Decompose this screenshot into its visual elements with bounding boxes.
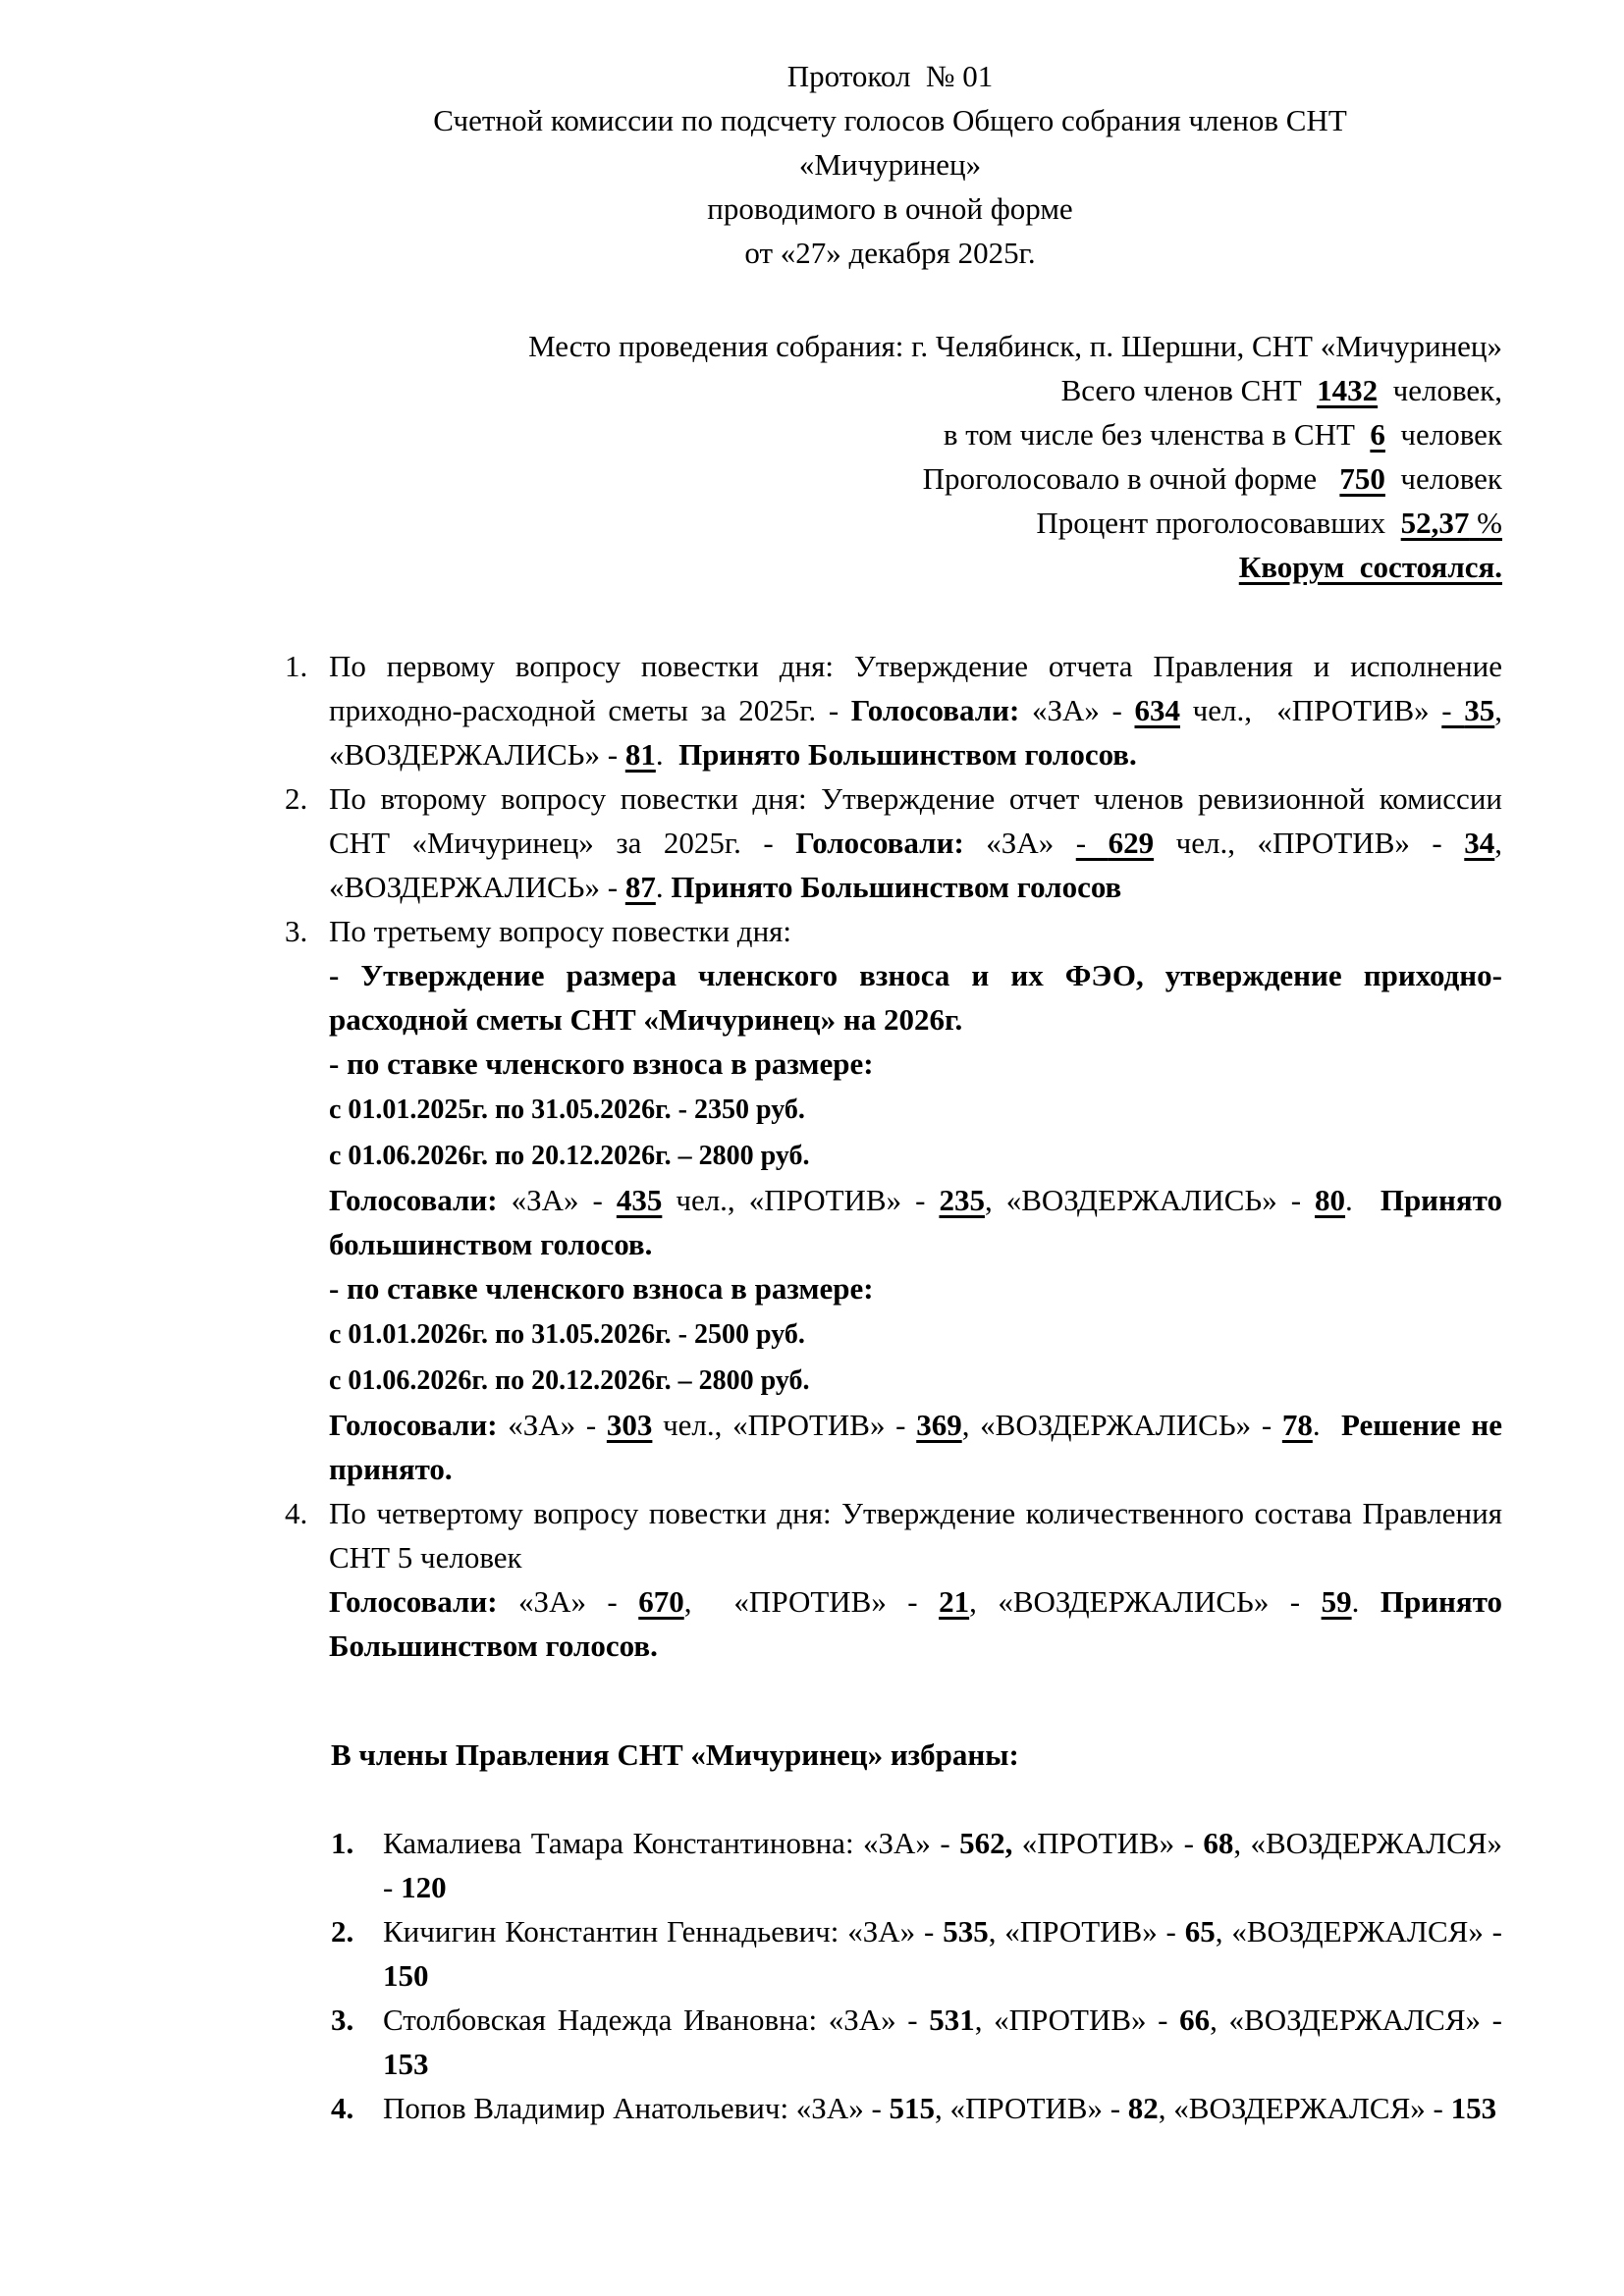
text-run: % bbox=[1469, 506, 1502, 540]
text-run: чел., «ПРОТИВ» bbox=[1180, 693, 1442, 727]
text-run: 1432 bbox=[1317, 373, 1379, 407]
text-run: 303 bbox=[606, 1408, 653, 1442]
text-run: Голосовали: bbox=[329, 1408, 498, 1442]
agenda-item bbox=[278, 909, 1502, 1491]
summary-line bbox=[278, 545, 1502, 589]
text-run: чел., «ПРОТИВ» - bbox=[652, 1408, 917, 1442]
text-run: По третьему вопросу повестки дня: bbox=[329, 914, 792, 948]
text-run: . bbox=[1351, 1584, 1380, 1619]
member-item bbox=[278, 1909, 1502, 1998]
text-run: «ЗА» - bbox=[497, 1183, 617, 1217]
text-run: 87 bbox=[624, 870, 656, 904]
title-line: «Мичуринец» bbox=[798, 147, 982, 182]
paragraph bbox=[329, 1357, 1502, 1403]
text-run: 52,37 bbox=[1400, 506, 1470, 540]
text-run: 59 bbox=[1321, 1584, 1352, 1619]
title-line: Протокол № 01 bbox=[786, 59, 994, 93]
item-number: 1. bbox=[331, 1826, 354, 1860]
text-run: «ЗА» - bbox=[497, 1408, 607, 1442]
text-run: 150 bbox=[383, 1958, 429, 1993]
text-run: чел., «ПРОТИВ» - bbox=[1154, 826, 1465, 860]
text-run: в том числе без членства в СНТ bbox=[943, 417, 1371, 452]
agenda-items-list bbox=[278, 644, 1502, 1668]
text-run: Проголосовало в очной форме bbox=[922, 461, 1340, 496]
text-run: , «ПРОТИВ» - bbox=[683, 1584, 940, 1619]
text-run: По первому вопросу повестки дня: Утверждение отчета Правления и исполнение приходно-расходной сметы за 2025г. - bbox=[329, 649, 1502, 727]
text-run: 153 bbox=[383, 2047, 429, 2081]
agenda-item bbox=[278, 644, 1502, 776]
text-run: . bbox=[1312, 1408, 1341, 1442]
text-run: Решение не принято. bbox=[329, 1408, 1502, 1486]
text-run: Голосовали: bbox=[795, 826, 964, 860]
text-run: - bbox=[1441, 693, 1465, 727]
agenda-item bbox=[278, 776, 1502, 909]
text-run: 82 bbox=[1127, 2091, 1159, 2125]
text-run: 81 bbox=[624, 737, 656, 772]
title-line: проводимого в очной форме bbox=[707, 191, 1073, 226]
text-run: , «ПРОТИВ» - bbox=[974, 2002, 1180, 2037]
text-run: «ПРОТИВ» - bbox=[1012, 1826, 1204, 1860]
text-run: с 01.06.2026г. по 20.12.2026г. – 2800 руб. bbox=[329, 1141, 810, 1171]
text-run: человек, bbox=[1378, 373, 1502, 407]
member-item-body bbox=[383, 1909, 1502, 1998]
text-run: Принято большинством голосов. bbox=[329, 1183, 1502, 1261]
text-run: , «ПРОТИВ» - bbox=[935, 2091, 1128, 2125]
text-run: , «ВОЗДЕРЖАЛИСЬ» - bbox=[329, 826, 1503, 904]
paragraph bbox=[329, 644, 1502, 776]
text-run: 369 bbox=[916, 1408, 962, 1442]
text-run: 750 bbox=[1339, 461, 1385, 496]
paragraph bbox=[329, 953, 1502, 1041]
paragraph bbox=[329, 1178, 1502, 1266]
text-run: , «ВОЗДЕРЖАЛИСЬ» - bbox=[961, 1408, 1282, 1442]
text-run: 21 bbox=[939, 1584, 970, 1619]
paragraph bbox=[329, 1310, 1502, 1357]
paragraph bbox=[329, 1086, 1502, 1132]
text-run: , «ВОЗДЕРЖАЛИСЬ» - bbox=[984, 1183, 1316, 1217]
text-run: Камалиева Тамара Константиновна: «ЗА» - bbox=[383, 1826, 960, 1860]
text-run: Голосовали: bbox=[329, 1584, 498, 1619]
text-run: , «ВОЗДЕРЖАЛСЯ» - bbox=[1215, 1914, 1502, 1949]
text-run: 68 bbox=[1203, 1826, 1234, 1860]
text-run: . bbox=[655, 737, 679, 772]
summary-line bbox=[278, 501, 1502, 545]
paragraph bbox=[329, 1132, 1502, 1178]
summary-line bbox=[278, 324, 1502, 368]
text-run: 515 bbox=[889, 2091, 936, 2125]
summary-line bbox=[278, 368, 1502, 412]
text-run: , «ВОЗДЕРЖАЛСЯ» - bbox=[383, 1826, 1502, 1904]
document-title-block bbox=[278, 54, 1502, 275]
paragraph bbox=[329, 1403, 1502, 1491]
text-run: с 01.01.2025г. по 31.05.2026г. - 2350 руб. bbox=[329, 1095, 805, 1125]
text-run: с 01.06.2026г. по 20.12.2026г. – 2800 руб. bbox=[329, 1365, 810, 1396]
text-run: 80 bbox=[1315, 1183, 1346, 1217]
text-run: 235 bbox=[939, 1183, 985, 1217]
text-run: 78 bbox=[1281, 1408, 1313, 1442]
text-run: 35 bbox=[1464, 693, 1495, 727]
text-run: «ЗА» - bbox=[1019, 693, 1135, 727]
paragraph bbox=[329, 909, 1502, 953]
member-item-body bbox=[383, 1998, 1502, 2086]
text-run: Кичигин Константин Геннадьевич: «ЗА» - bbox=[383, 1914, 944, 1949]
text-run: , «ВОЗДЕРЖАЛИСЬ» - bbox=[329, 693, 1502, 772]
text-run: - по ставке членского взноса в размере: bbox=[329, 1046, 874, 1081]
agenda-item-body bbox=[329, 1491, 1502, 1668]
item-number: 4. bbox=[331, 2091, 354, 2125]
text-run: Процент проголосовавших bbox=[1036, 506, 1401, 540]
meeting-summary-block bbox=[278, 324, 1502, 589]
text-run: , «ВОЗДЕРЖАЛСЯ» - bbox=[1158, 2091, 1451, 2125]
text-run: , «ПРОТИВ» - bbox=[988, 1914, 1185, 1949]
agenda-item-body bbox=[329, 644, 1502, 776]
paragraph bbox=[329, 776, 1502, 909]
text-run: . bbox=[1345, 1183, 1380, 1217]
text-run: с 01.01.2026г. по 31.05.2026г. - 2500 руб. bbox=[329, 1319, 805, 1350]
text-run: По второму вопросу повестки дня: Утверждение отчет членов ревизионной комиссии СНТ «Мичуринец» за 2025г. - bbox=[329, 781, 1502, 860]
text-run: 629 bbox=[1108, 826, 1155, 860]
summary-line bbox=[278, 456, 1502, 501]
item-number: 3. bbox=[285, 914, 308, 948]
text-run: Место проведения собрания: г. Челябинск, п. Шершни, СНТ «Мичуринец» bbox=[528, 329, 1502, 363]
text-run: «ЗА» - bbox=[497, 1584, 639, 1619]
text-run: По четвертому вопросу повестки дня: Утверждение количественного состава Правления СНТ 5 человек bbox=[329, 1496, 1502, 1575]
text-run: . bbox=[655, 870, 672, 904]
text-run: Кворум состоялся. bbox=[1238, 550, 1502, 584]
text-run: 435 bbox=[616, 1183, 663, 1217]
text-run: 65 bbox=[1184, 1914, 1216, 1949]
text-run: - по ставке членского взноса в размере: bbox=[329, 1271, 874, 1306]
text-run: - bbox=[1075, 826, 1109, 860]
text-run: Столбовская Надежда Ивановна: «ЗА» - bbox=[383, 2002, 930, 2037]
text-run: Принято Большинством голосов bbox=[671, 870, 1122, 904]
item-number: 2. bbox=[331, 1914, 354, 1949]
text-run: человек bbox=[1384, 461, 1502, 496]
text-run: 634 bbox=[1134, 693, 1180, 727]
text-run: 670 bbox=[638, 1584, 684, 1619]
text-run: , «ВОЗДЕРЖАЛИСЬ» - bbox=[969, 1584, 1322, 1619]
text-run: 535 bbox=[943, 1914, 989, 1949]
item-number: 1. bbox=[285, 649, 308, 683]
member-item-body bbox=[383, 1821, 1502, 1909]
paragraph bbox=[329, 1266, 1502, 1310]
text-run: чел., «ПРОТИВ» - bbox=[662, 1183, 940, 1217]
summary-line bbox=[278, 412, 1502, 456]
paragraph bbox=[329, 1041, 1502, 1086]
text-run: , «ВОЗДЕРЖАЛСЯ» - bbox=[1210, 2002, 1502, 2037]
paragraph bbox=[329, 1579, 1502, 1668]
elected-members-list bbox=[278, 1821, 1502, 2130]
text-run: Попов Владимир Анатольевич: «ЗА» - bbox=[383, 2091, 890, 2125]
member-item bbox=[278, 1821, 1502, 1909]
text-run: Принято Большинством голосов. bbox=[678, 737, 1137, 772]
text-run: Голосовали: bbox=[850, 693, 1020, 727]
item-number: 2. bbox=[285, 781, 308, 816]
elected-members-heading: В члены Правления СНТ «Мичуринец» избраны: bbox=[331, 1737, 1019, 1772]
text-run: - Утверждение размера членского взноса и их ФЭО, утверждение приходно-расходной сметы СНТ «Мичуринец» на 2026г. bbox=[329, 958, 1502, 1037]
title-line: Счетной комиссии по подсчету голосов Общего собрания членов СНТ bbox=[433, 103, 1347, 137]
text-run: Голосовали: bbox=[329, 1183, 498, 1217]
item-number: 4. bbox=[285, 1496, 308, 1530]
member-item-body bbox=[383, 2086, 1502, 2130]
agenda-item bbox=[278, 1491, 1502, 1668]
paragraph bbox=[329, 1491, 1502, 1579]
text-run: 66 bbox=[1179, 2002, 1211, 2037]
text-run: 531 bbox=[929, 2002, 975, 2037]
member-item bbox=[278, 2086, 1502, 2130]
item-number: 3. bbox=[331, 2002, 354, 2037]
text-run: 6 bbox=[1370, 417, 1385, 452]
agenda-item-body bbox=[329, 776, 1502, 909]
text-run: Принято Большинством голосов. bbox=[329, 1584, 1503, 1663]
text-run: 120 bbox=[401, 1870, 447, 1904]
member-item bbox=[278, 1998, 1502, 2086]
title-line: от «27» декабря 2025г. bbox=[744, 236, 1036, 270]
agenda-item-body bbox=[329, 909, 1502, 1491]
text-run: «ЗА» bbox=[963, 826, 1076, 860]
text-run: 34 bbox=[1464, 826, 1495, 860]
text-run: человек bbox=[1384, 417, 1502, 452]
text-run: Всего членов СНТ bbox=[1060, 373, 1318, 407]
text-run: 562, bbox=[959, 1826, 1013, 1860]
text-run: 153 bbox=[1450, 2091, 1497, 2125]
